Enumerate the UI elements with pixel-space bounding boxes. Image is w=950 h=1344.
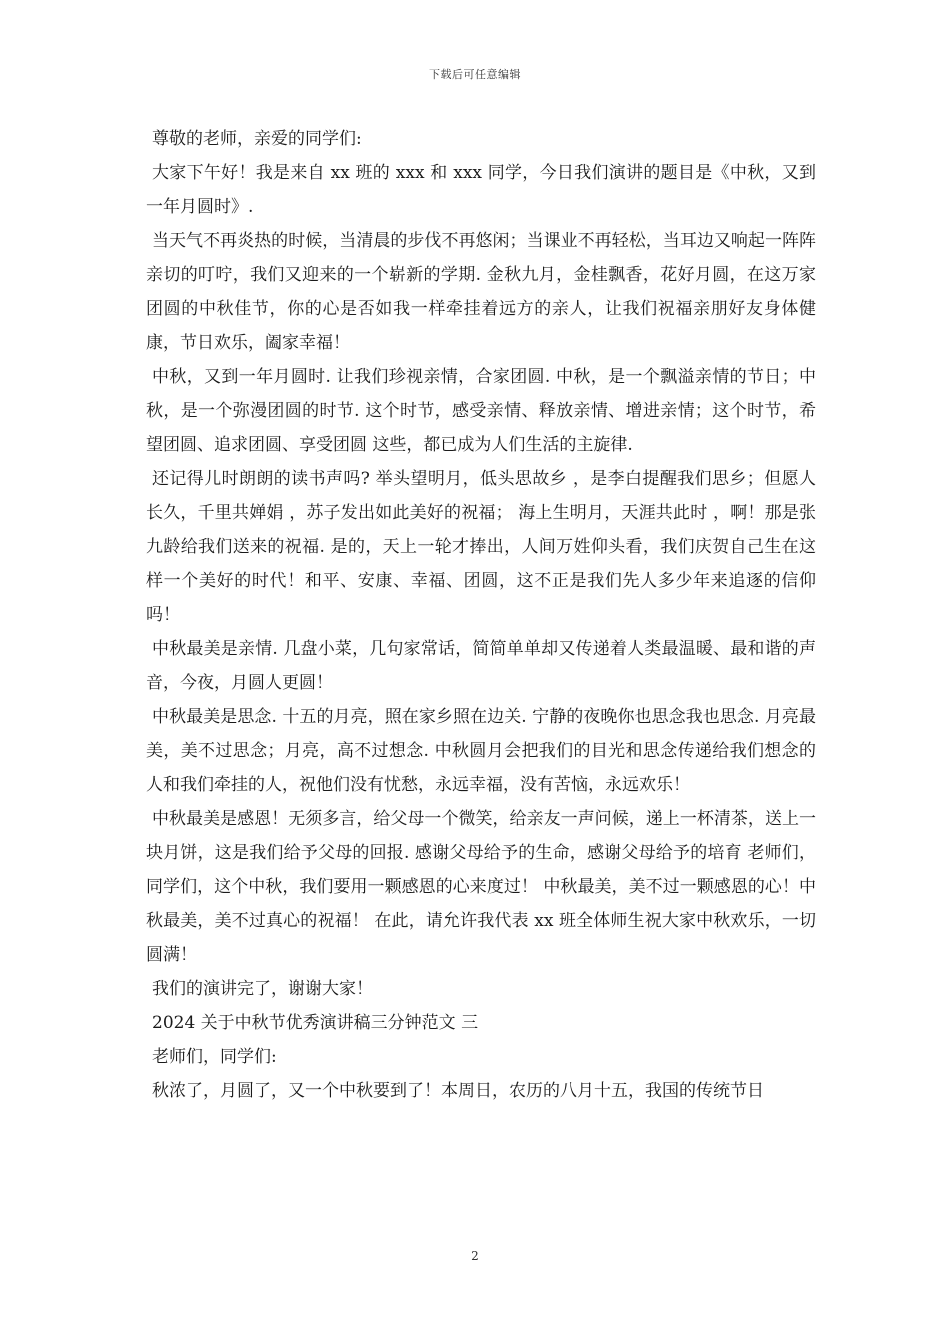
paragraph-greeting-2: 老师们，同学们: <box>152 1047 277 1067</box>
page-header: 下载后可任意编辑 <box>429 68 521 81</box>
section-title: 2024 关于中秋节优秀演讲稿三分钟范文 三 <box>152 1013 479 1033</box>
page-number: 2 <box>471 1249 479 1263</box>
paragraph-longing: 中秋最美是思念. 十五的月亮，照在家乡照在边关. 宁静的夜晚你也思念我也思念. 月亮最美，美不过思念；月亮，高不过想念. 中秋圆月会把我们的目光和思念传递给我们想念的人和我们牵挂的人，祝他们没有忧愁，永远幸福，没有苦恼，永远欢乐！ <box>146 707 816 795</box>
paragraph-autumn: 当天气不再炎热的时候，当清晨的步伐不再悠闲；当课业不再轻松，当耳边又响起一阵阵亲切的叮咛，我们又迎来的一个崭新的学期. 金秋九月，金桂飘香，花好月圆，在这万家团圆的中秋佳节，你的心是否如我一样牵挂着远方的亲人，让我们祝福亲朋好友身体健康，节日欢乐，阖家幸福！ <box>146 231 816 353</box>
paragraph-start: 秋浓了，月圆了，又一个中秋要到了！本周日，农历的八月十五，我国的传统节日 <box>152 1081 764 1101</box>
paragraph-closing: 我们的演讲完了，谢谢大家！ <box>152 979 373 999</box>
paragraph-gratitude: 中秋最美是感恩！无须多言，给父母一个微笑，给亲友一声问候，递上一杯清茶，送上一块月饼，这是我们给予父母的回报. 感谢父母给予的生命，感谢父母给予的培育 老师们，同学们，这个中秋，我们要用一颗感恩的心来度过！ 中秋最美，美不过一颗感恩的心！中秋最美，美不过真心的祝福！ 在此，请允许我代表 xx 班全体师生祝大家中秋欢乐，一切圆满！ <box>146 809 816 965</box>
document-body <box>146 122 816 1108</box>
paragraph-intro: 大家下午好！我是来自 xx 班的 xxx 和 xxx 同学，今日我们演讲的题目是《中秋，又到一年月圆时》. <box>146 163 816 217</box>
paragraph-family: 中秋，又到一年月圆时. 让我们珍视亲情，合家团圆. 中秋，是一个飘溢亲情的节日；中秋，是一个弥漫团圆的时节. 这个时节，感受亲情、释放亲情、增进亲情；这个时节，希望团圆、追求团圆、享受团圆 这些，都已成为人们生活的主旋律. <box>146 367 816 455</box>
paragraph-kinship: 中秋最美是亲情. 几盘小菜，几句家常话，简简单单却又传递着人类最温暖、最和谐的声音，今夜，月圆人更圆！ <box>146 639 816 693</box>
paragraph-greeting: 尊敬的老师，亲爱的同学们: <box>152 129 362 149</box>
paragraph-poems: 还记得儿时朗朗的读书声吗? 举头望明月，低头思故乡 ，是李白提醒我们思乡；但愿人长久，千里共婵娟 ，苏子发出如此美好的祝福； 海上生明月，天涯共此时 ，啊！那是张九龄给我们送来的祝福. 是的，天上一轮才捧出，人间万姓仰头看，我们庆贺自己生在这样一个美好的时代！和平、安康、幸福、团圆，这不正是我们先人多少年来追逐的信仰吗！ <box>146 469 816 625</box>
